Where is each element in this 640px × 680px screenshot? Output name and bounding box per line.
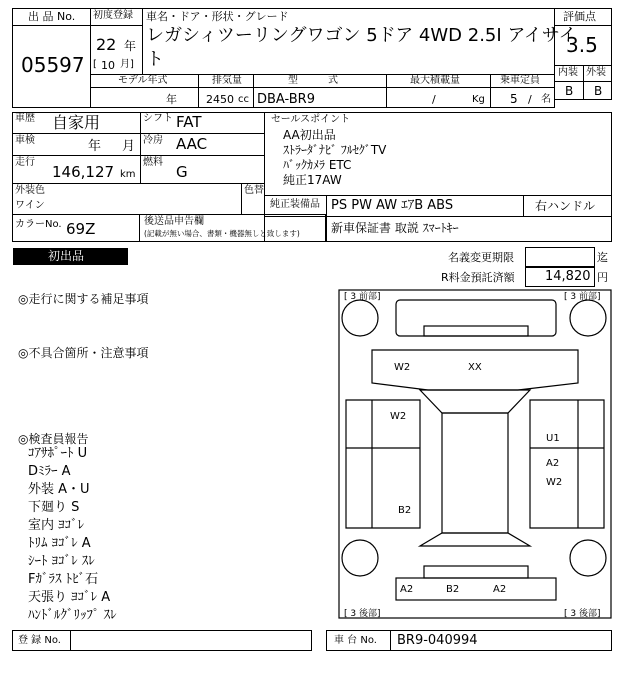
rear-bumper [396,578,556,600]
defects-notes-label: ◎不具合箇所・注意事項 [18,346,149,360]
exterior-color-value: ワイン [15,200,45,211]
damage-mark: B2 [446,584,460,595]
damage-mark: U1 [546,433,560,444]
corner-label: [ 3 後部] [344,609,381,619]
inspector-report-label: ◎検査員報告 [18,432,89,446]
shift-value: FAT [176,113,202,131]
mileage-unit: km [120,169,136,180]
name-change-label: 名義変更期限 [448,251,514,264]
sales-points-label: セールスポイント [271,114,351,125]
inspector-report-line: 天張り ﾖｺﾞﾚ A [28,590,111,605]
name-change-suffix: 迄 [597,251,608,264]
capacity-label: 乗車定員 [500,75,540,86]
lot-number-label: 出 品 No. [28,10,76,23]
score-value: 3.5 [566,33,598,57]
color-change-label: 色替 [244,185,264,196]
inspection-month-unit: 月 [122,139,136,154]
wheel-front-left [342,300,378,336]
first-registration-year-unit: 年 [124,39,137,53]
first-registration-month: 10 [101,59,115,72]
score-label: 評価点 [563,10,596,23]
equipment-value: PS PW AW ｴｱB ABS [331,198,454,213]
recycle-fee-unit: 円 [597,271,608,284]
capacity-unit: 名 [541,94,551,105]
right-side [530,400,604,528]
name-change-deadline-box [525,247,595,267]
exterior-color-label: 外装色 [15,185,45,196]
first-registration-year: 22 [96,35,117,54]
documents-note: (記載が無い場合、書類・機器無しと致します) [144,229,300,238]
damage-mark: A2 [546,458,560,469]
mileage-label: 走行 [15,157,35,168]
sales-point-line: ﾊﾞｯｸｶﾒﾗ ETC [283,158,352,172]
interior-grade: B [565,84,574,98]
interior-grade-label: 内装 [558,67,578,78]
ac-label: 冷房 [143,135,163,146]
supplementary-notes-label: ◎走行に関する補足事項 [18,292,149,306]
displacement-value: 2450 [206,93,234,106]
car-name-line2: ト [146,49,164,70]
rear-panel [424,566,528,578]
diagram-frame [339,290,611,618]
inspector-report-line: ｺｱｻﾎﾟｰﾄ U [28,446,88,461]
car-name-label: 車名・ドア・形状・グレード [146,10,289,23]
capacity-slash: / [528,93,532,106]
fuel-value: G [176,163,188,181]
damage-mark: W2 [390,411,407,422]
first-registration-label: 初度登録 [93,10,133,21]
damage-mark: A2 [400,584,414,595]
sales-point-line: 純正17AW [283,173,342,187]
car-damage-diagram [338,288,613,620]
wheel-rear-left [342,540,378,576]
damage-mark: A2 [493,584,507,595]
recycle-fee-value: 14,820 [545,269,591,284]
corner-label: [ 3 前部] [564,292,601,302]
equipment-label: 純正装備品 [270,199,320,210]
history-label: 車歴 [15,113,35,124]
type-value: DBA-BR9 [257,92,315,107]
warranty-documents: 新車保証書 取説 ｽﾏｰﾄｷｰ [331,221,459,235]
rear-window [420,533,530,546]
first-registration-month-unit: 月] [120,59,134,70]
damage-mark: B2 [398,505,412,516]
damage-mark: W2 [394,362,411,373]
damage-mark: XX [468,362,482,373]
handle-position: 右ハンドル [535,199,596,213]
capacity-value: 5 [510,92,518,106]
roof [442,413,508,533]
max-load-slash: / [432,93,436,106]
inspection-year-unit: 年 [88,139,102,154]
exterior-grade: B [594,84,603,98]
front-grille [424,326,528,336]
inspector-report-line: Fｶﾞﾗｽ ﾄﾋﾞ石 [28,572,99,587]
displacement-label: 排気量 [212,75,242,86]
mileage-value: 146,127 [52,163,115,181]
inspector-report-line: 室内 ﾖｺﾞﾚ [28,518,85,533]
month-open-bracket: [ [93,59,97,70]
inspector-report-line: Dﾐﾗｰ A [28,464,71,479]
model-year-label: モデル年式 [118,75,168,86]
sales-point-line: ｽﾄﾗｰﾀﾞﾅﾋﾞ ﾌﾙｾｸﾞTV [283,143,387,157]
shift-label: シフト [143,113,173,124]
inspector-report-line: 外装 A・U [28,482,90,497]
color-number-value: 69Z [66,220,96,238]
max-load-label: 最大積載量 [410,75,460,86]
exterior-grade-label: 外装 [586,67,606,78]
recycle-fee-label: R料金預託済額 [441,271,515,284]
wheel-front-right [570,300,606,336]
inspector-report-line: 下廻り S [28,500,80,515]
fuel-label: 燃料 [143,157,163,168]
chassis-number-value: BR9-040994 [397,633,478,648]
chassis-number-label: 車 台 No. [334,635,377,646]
car-name-line1: レガシィツーリングワゴン 5ドア 4WD 2.5I アイサイ [146,25,577,46]
documents-label: 後送品申告欄 [144,216,204,227]
history-value: 自家用 [52,113,101,132]
details-block [12,112,265,215]
max-load-unit: Kg [472,94,485,105]
corner-label: [ 3 前部] [344,292,381,302]
displacement-unit: cc [238,94,249,105]
type-label: 型 式 [288,75,338,86]
inspector-report-line: ｼｰﾄ ﾖｺﾞﾚ ｽﾚ [28,554,95,569]
registration-number-label: 登 録 No. [18,635,61,646]
model-year-unit: 年 [166,93,177,106]
inspection-label: 車検 [15,135,35,146]
corner-label: [ 3 後部] [564,609,601,619]
front-bumper [396,300,556,336]
wheel-rear-right [570,540,606,576]
windshield [420,390,530,413]
damage-mark: W2 [546,477,563,488]
first-listing-badge-label: 初出品 [48,249,85,263]
inspector-report-line: ﾊﾝﾄﾞﾙｸﾞﾘｯﾌﾟ ｽﾚ [28,608,117,623]
sales-point-line: AA初出品 [283,128,336,142]
ac-value: AAC [176,135,208,153]
inspector-report-line: ﾄﾘﾑ ﾖｺﾞﾚ A [28,536,91,551]
lot-number: 05597 [21,53,85,77]
color-number-label: カラーNo. [15,219,62,230]
